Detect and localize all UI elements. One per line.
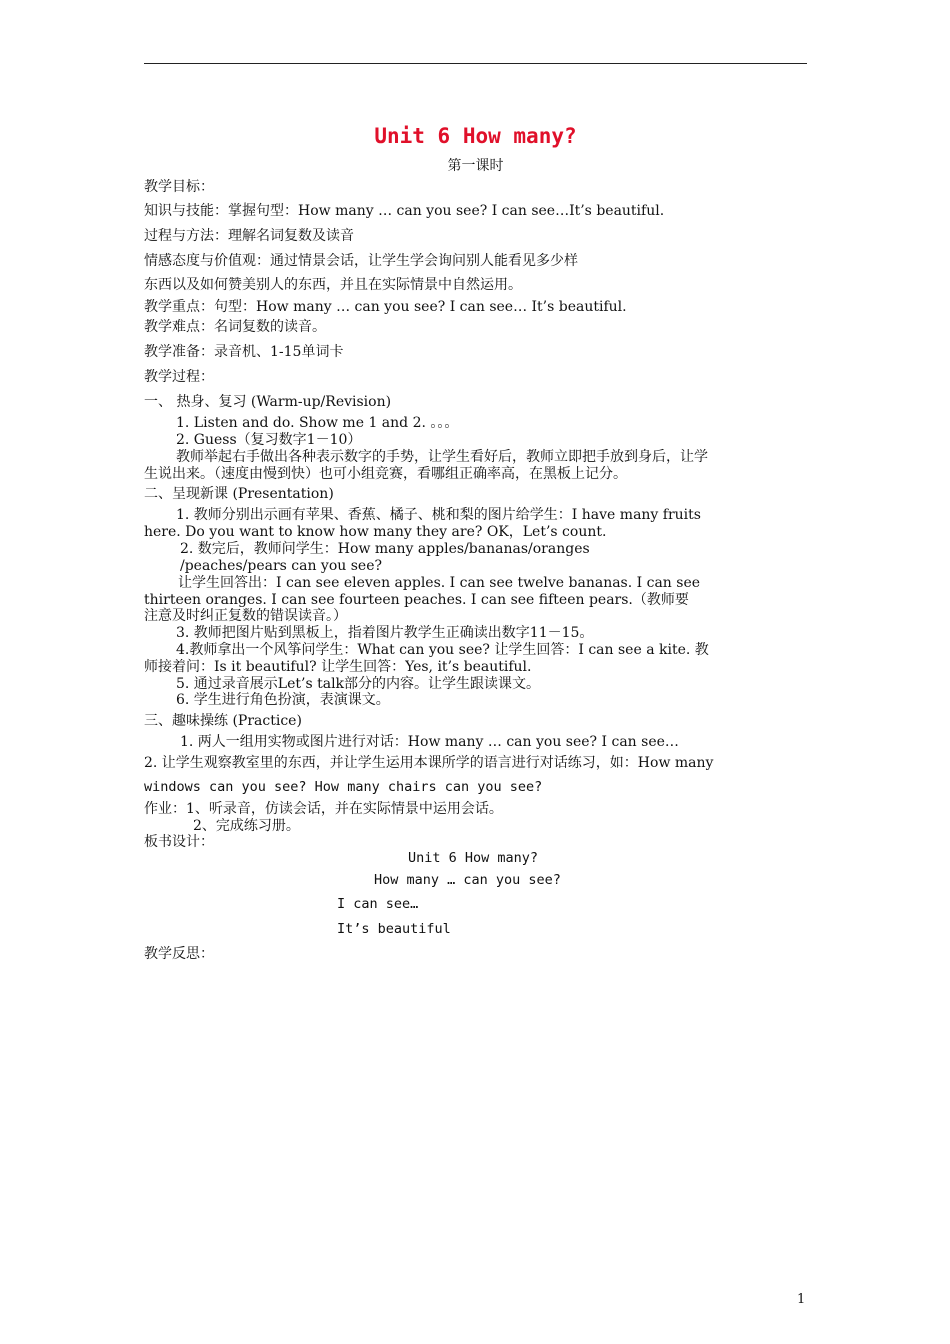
text-line: 教学准备：录音机、1-15单词卡 [144,344,344,360]
text-line: 知识与技能：掌握句型：How many … can you see? I can see…It’s beautiful. [144,203,665,219]
board-line: I can see… [337,896,419,912]
text-line: 1. 两人一组用实物或图片进行对话：How many … can you see? I can see… [180,734,679,750]
page-number: 1 [797,1292,806,1307]
text-line: windows can you see? How many chairs can you see? [144,779,543,795]
text-line: 5. 通过录音展示Let’s talk部分的内容。让学生跟读课文。 [176,676,541,692]
text-line: 东西以及如何赞美别人的东西，并且在实际情景中自然运用。 [144,277,522,293]
section-heading: 一、 热身、复习 (Warm-up/Revision) [144,394,392,410]
text-line: 2、完成练习册。 [193,818,300,834]
text-line: 3. 教师把图片贴到黑板上，指着图片教学生正确读出数字11－15。 [176,625,594,641]
board-line: How many … can you see? [374,872,561,888]
text-line: 生说出来。（速度由慢到快）也可小组竞赛，看哪组正确率高，在黑板上记分。 [144,466,627,482]
text-line: 板书设计： [144,834,214,850]
text-line: 2. Guess（复习数字1－10） [176,432,362,448]
text-line: 1. Listen and do. Show me 1 and 2. 。。。 [176,415,459,431]
section-heading: 二、呈现新课 (Presentation) [144,486,334,502]
text-line: 教学过程： [144,369,214,385]
text-line: 教学难点：名词复数的读音。 [144,319,326,335]
text-line: 情感态度与价值观：通过情景会话，让学生学会询问别人能看见多少样 [144,253,578,269]
text-line: 4.教师拿出一个风筝问学生：What can you see? 让学生回答：I can see a kite. 教 [176,642,709,658]
text-line: 2. 让学生观察教室里的东西，并让学生运用本课所学的语言进行对话练习，如：How many [144,755,714,771]
text-line: 2. 数完后，教师问学生：How many apples/bananas/oranges [180,541,590,557]
text-line: /peaches/pears can you see? [180,558,382,574]
text-line: 师接着问：Is it beautiful? 让学生回答：Yes, it’s beautiful. [144,659,532,675]
lesson-subtitle: 第一课时 [447,158,504,174]
text-line: 过程与方法：理解名词复数及读音 [144,228,354,244]
text-line: 教师举起右手做出各种表示数字的手势，让学生看好后，教师立即把手放到身后，让学 [176,449,708,465]
board-line: It’s beautiful [337,921,451,937]
page-title: Unit 6 How many? [374,124,577,148]
section-heading: 三、趣味操练 (Practice) [144,713,302,729]
header-rule [144,63,807,64]
text-line: 教学重点：句型：How many … can you see? I can see… It’s beautiful. [144,299,627,315]
text-line: 6. 学生进行角色扮演，表演课文。 [176,692,390,708]
text-line: 让学生回答出：I can see eleven apples. I can see twelve bananas. I can see [178,575,701,591]
board-line: Unit 6 How many? [408,850,539,866]
text-line: 教学目标： [144,179,214,195]
text-line: here. Do you want to know how many they are? OK，Let’s count. [144,524,607,540]
reflection-label: 教学反思： [144,946,214,962]
text-line: 1. 教师分别出示画有苹果、香蕉、橘子、桃和梨的图片给学生：I have many fruits [176,507,701,523]
text-line: 注意及时纠正复数的错误读音。） [144,608,347,624]
text-line: 作业：1、听录音，仿读会话，并在实际情景中运用会话。 [144,801,503,817]
text-line: thirteen oranges. I can see fourteen peaches. I can see fifteen pears.（教师要 [144,592,689,608]
